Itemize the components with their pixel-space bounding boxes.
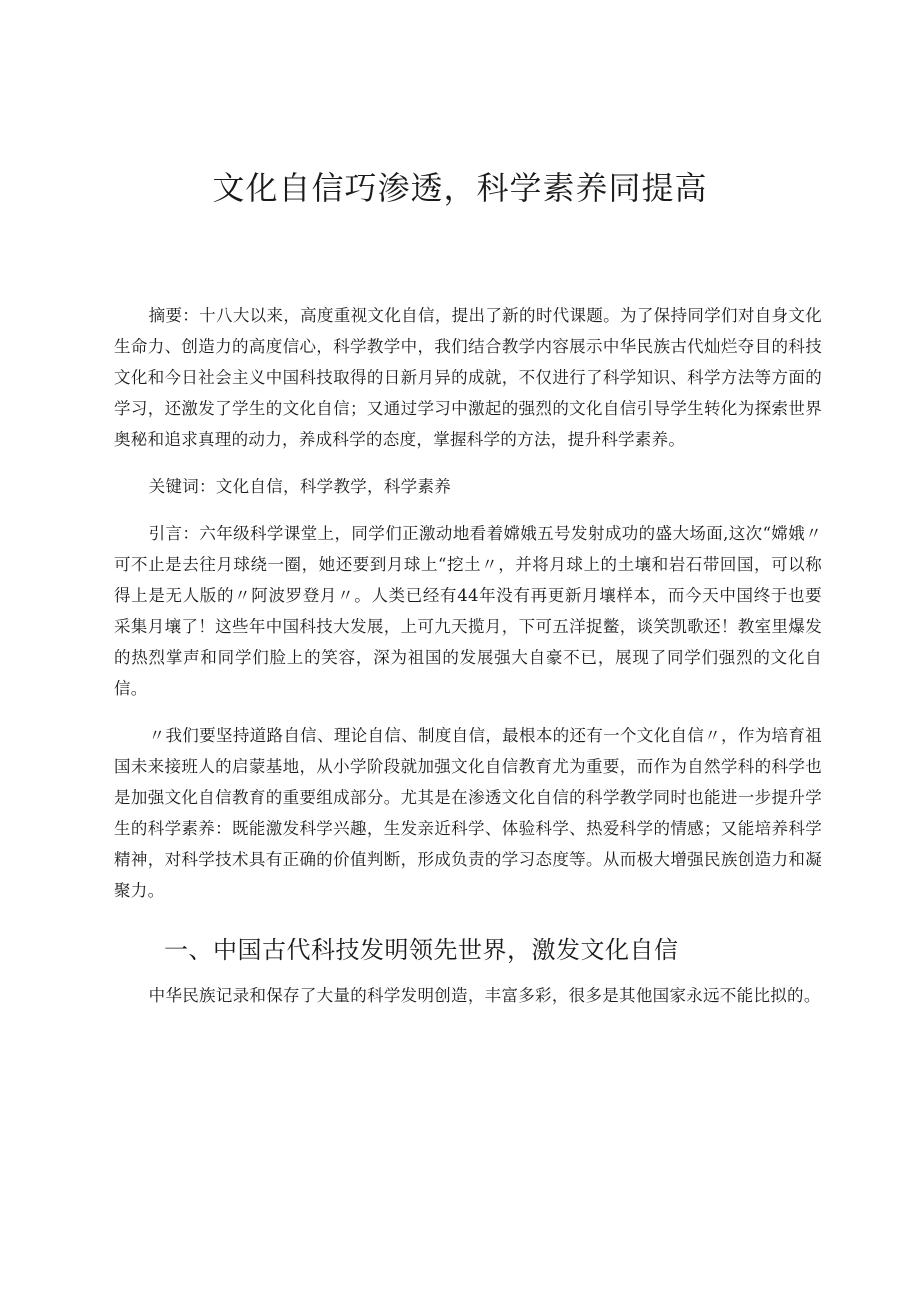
document-body xyxy=(114,300,822,1011)
intro-paragraph: 引言：六年级科学课堂上，同学们正激动地看着嫦娥五号发射成功的盛大场面,这次“嫦娥〃可不止是去往月球绕一圈，她还要到月球上“挖土〃，并将月球上的土壤和岩石带回国，可以称得上是无人版的〃阿波罗登月〃。人类已经有44年没有再更新月壤样本，而今天中国终于也要采集月壤了！这些年中国科技大发展，上可九天揽月，下可五洋捉鳖，谈笑凯歌还！教室里爆发的热烈掌声和同学们脸上的笑容，深为祖国的发展强大自豪不已，展现了同学们强烈的文化自信。 xyxy=(114,524,822,698)
section-1-heading: 一、中国古代科技发明领先世界，激发文化自信 xyxy=(164,936,679,964)
abstract-paragraph: 摘要：十八大以来，高度重视文化自信，提出了新的时代课题。为了保持同学们对自身文化生命力、创造力的高度信心，科学教学中，我们结合教学内容展示中华民族古代灿烂夺目的科技文化和今日社会主义中国科技取得的日新月异的成就，不仅进行了科学知识、科学方法等方面的学习，还激发了学生的文化自信；又通过学习中激起的强烈的文化自信引导学生转化为探索世界奥秘和追求真理的动力，养成科学的态度，掌握科学的方法，提升科学素养。 xyxy=(114,306,822,449)
keywords-paragraph: 关键词：文化自信，科学教学，科学素养 xyxy=(148,477,452,496)
document-title: 文化自信巧渗透，科学素养同提高 xyxy=(212,169,708,207)
spacer xyxy=(114,704,822,720)
spacer xyxy=(114,455,822,471)
section-1-paragraph: 中华民族记录和保存了大量的科学发明创造，丰富多彩，很多是其他国家永远不能比拟的。 xyxy=(148,986,821,1005)
spacer xyxy=(114,502,822,518)
body-paragraph-1: 〃我们要坚持道路自信、理论自信、制度自信，最根本的还有一个文化自信〃，作为培育祖国未来接班人的启蒙基地，从小学阶段就加强文化自信教育尤为重要，而作为自然学科的科学也是加强文化自信教育的重要组成部分。尤其是在渗透文化自信的科学教学同时也能进一步提升学生的科学素养：既能激发科学兴趣，生发亲近科学、体验科学、热爱科学的情感；又能培养科学精神，对科学技术具有正确的价值判断，形成负责的学习态度等。从而极大增强民族创造力和凝聚力。 xyxy=(114,726,822,900)
spacer xyxy=(114,906,822,920)
